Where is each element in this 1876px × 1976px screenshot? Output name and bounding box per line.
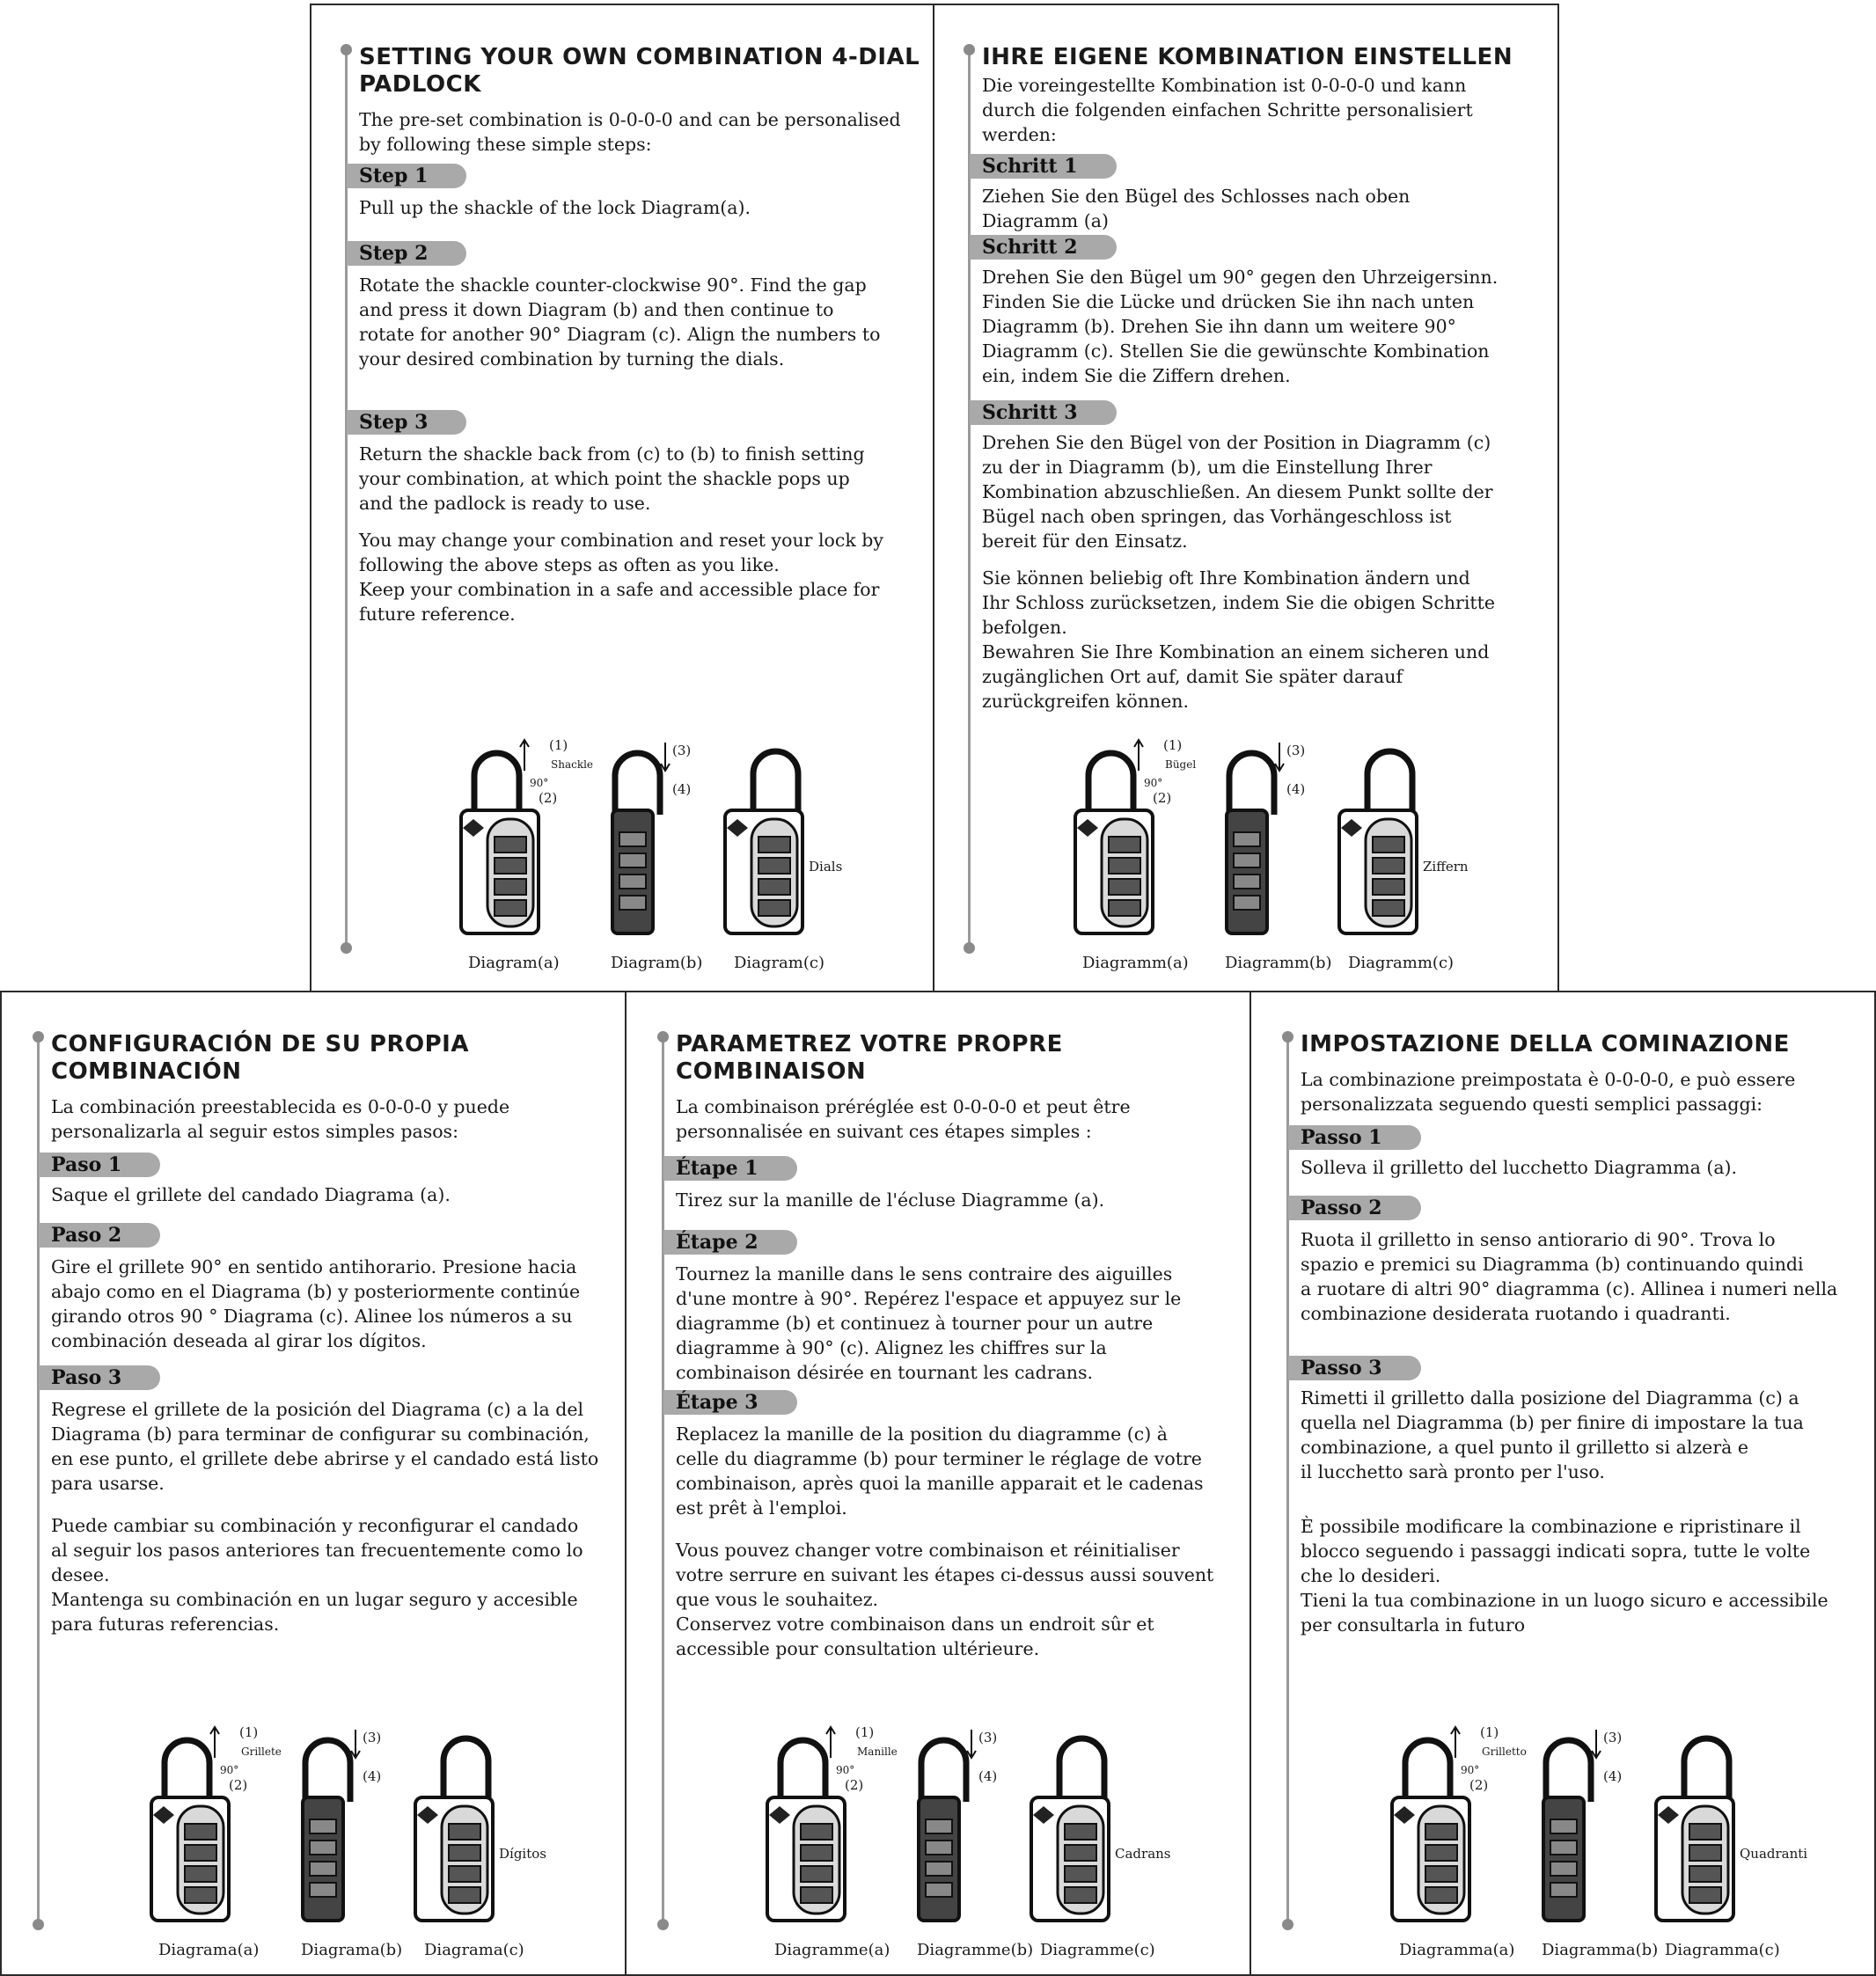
padlock-illustration bbox=[750, 1723, 1172, 1925]
dial bbox=[310, 1883, 336, 1897]
dial bbox=[1065, 1824, 1096, 1840]
panel-rail bbox=[968, 49, 971, 948]
padlock-body-side bbox=[612, 810, 653, 933]
dial bbox=[449, 1845, 480, 1861]
dial bbox=[1425, 1845, 1457, 1861]
padlock-illustration bbox=[1058, 736, 1480, 938]
step-2-label: Passo 2 bbox=[1288, 1196, 1421, 1220]
dial bbox=[185, 1824, 216, 1840]
dial bbox=[310, 1862, 336, 1876]
shackle-label: Grillete bbox=[241, 1745, 282, 1758]
degree-label: 90° bbox=[836, 1764, 855, 1776]
diagram-a-caption: Diagrama(a) bbox=[158, 1941, 260, 1959]
dial bbox=[801, 1866, 832, 1882]
dial bbox=[1373, 858, 1404, 874]
step-marker-4: (4) bbox=[672, 781, 692, 797]
dial bbox=[1109, 858, 1140, 874]
intro-text: La combinación preestablecida es 0-0-0-0 y puede personalizarla al seguir estos simples pasos: bbox=[51, 1096, 510, 1142]
step-3-label: Step 3 bbox=[347, 410, 466, 435]
dial bbox=[1234, 875, 1260, 889]
step-1-label: Step 1 bbox=[347, 164, 466, 188]
intro-text: The pre-set combination is 0-0-0-0 and can be personalised by following these simple steps: bbox=[359, 109, 901, 155]
step-marker-4: (4) bbox=[1603, 1768, 1623, 1784]
step-3-text: Replacez la manille de la position du diagramme (c) à celle du diagramme (b) pour terminer le réglage de votre combinaison, après quoi la manille apparait et le cadenas est prêt à l'emploi. bbox=[676, 1423, 1204, 1519]
panel-english bbox=[310, 4, 934, 992]
outro-text: Vous pouvez changer votre combinaison et réinitialiser votre serrure en suivant les étapes ci-dessus aussi souvent que vous le souhaitez. Conservez votre combinaison dans un endroit sûr et accessible pour consultation ultérieure. bbox=[676, 1540, 1214, 1659]
dial bbox=[801, 1824, 832, 1840]
dial bbox=[1425, 1887, 1457, 1903]
dial bbox=[1065, 1887, 1096, 1903]
step-marker-4: (4) bbox=[1286, 781, 1306, 797]
dial bbox=[185, 1845, 216, 1861]
panel-title bbox=[982, 44, 1545, 71]
panel-content bbox=[359, 44, 922, 626]
padlock-illustration bbox=[1374, 1723, 1797, 1925]
dial bbox=[1550, 1883, 1577, 1897]
shackle bbox=[305, 1740, 350, 1802]
dial bbox=[1689, 1824, 1721, 1840]
shackle-label: Shackle bbox=[551, 758, 594, 771]
dial bbox=[758, 837, 790, 853]
panel-content bbox=[982, 44, 1545, 714]
diagram-b-caption: Diagram(b) bbox=[611, 954, 703, 972]
padlock-diagrams bbox=[1374, 1723, 1867, 1969]
dial bbox=[758, 879, 790, 895]
panel-title bbox=[51, 1031, 623, 1086]
step-3-text: Regrese el grillete de la posición del Diagrama (c) a la del Diagrama (b) para terminar de configurar su combinación, en ese punto, el grillete debe abrirse y el candado está listo para usarse. bbox=[51, 1399, 599, 1494]
title-line: SETTING YOUR OWN COMBINATION 4-DIAL bbox=[359, 44, 920, 70]
dial bbox=[1373, 900, 1404, 916]
dial bbox=[1109, 900, 1140, 916]
panel-french bbox=[625, 991, 1251, 1976]
diagram-a-caption: Diagram(a) bbox=[468, 954, 560, 972]
title-line: CONFIGURACIÓN DE SU PROPIA COMBINACIÓN bbox=[51, 1031, 469, 1085]
outro-text: Sie können beliebig oft Ihre Kombination ändern und Ihr Schloss zurücksetzen, indem Sie die obigen Schritte befolgen. Bewahren Sie Ihre Kombination an einem sicheren und zugänglichen Ort auf, damit Sie später darauf zurückgreifen können. bbox=[982, 567, 1495, 712]
padlock-body-side bbox=[919, 1797, 959, 1921]
intro-text: Die voreingestellte Kombination ist 0-0-0-0 und kann durch die folgenden einfachen Schritte personalisiert werden: bbox=[982, 75, 1473, 145]
step-1-label: Paso 1 bbox=[39, 1153, 160, 1177]
degree-label: 90° bbox=[1144, 777, 1163, 789]
panel-content bbox=[51, 1031, 623, 1636]
step-1-text: Saque el grillete del candado Diagrama (a). bbox=[51, 1184, 451, 1205]
dial bbox=[449, 1866, 480, 1882]
panel-content bbox=[676, 1031, 1248, 1661]
padlock-body-side bbox=[1543, 1797, 1584, 1921]
step-marker-3: (3) bbox=[978, 1730, 998, 1745]
shackle bbox=[753, 751, 798, 815]
shackle bbox=[165, 1740, 209, 1802]
dial bbox=[619, 853, 646, 867]
dial bbox=[1109, 837, 1140, 853]
step-marker-2: (2) bbox=[229, 1777, 248, 1793]
title-line: IMPOSTAZIONE DELLA COMINAZIONE bbox=[1301, 1031, 1790, 1058]
dial bbox=[926, 1819, 952, 1833]
step-3-label: Passo 3 bbox=[1288, 1356, 1421, 1380]
dials-label: Cadrans bbox=[1115, 1846, 1171, 1862]
dial bbox=[758, 858, 790, 874]
diagram-a-caption: Diagramm(a) bbox=[1082, 954, 1189, 972]
step-marker-3: (3) bbox=[1286, 743, 1306, 758]
dials-label: Ziffern bbox=[1423, 859, 1469, 875]
step-2-text: Drehen Sie den Bügel um 90° gegen den Uhrzeigersinn. Finden Sie die Lücke und drücken Sie ihn nach unten Diagramm (b). Drehen Sie ihn dann um weitere 90° Diagramm (c). Stellen Sie die gewünschte Kombination ein, indem Sie die Ziffern drehen. bbox=[982, 267, 1499, 386]
step-1-text: Pull up the shackle of the lock Diagram(a). bbox=[359, 197, 751, 218]
step-1-label: Passo 1 bbox=[1288, 1125, 1421, 1150]
shackle bbox=[1684, 1738, 1729, 1802]
outro-text: Puede cambiar su combinación y reconfigurar el candado al seguir los pasos anteriores tan frecuentemente como lo desee. Mantenga su combinación en un lugar seguro y accesible para futuras referencias. bbox=[51, 1515, 583, 1635]
step-marker-3: (3) bbox=[363, 1730, 382, 1745]
step-marker-2: (2) bbox=[845, 1777, 864, 1793]
dial bbox=[1373, 879, 1404, 895]
padlock-illustration bbox=[443, 736, 866, 938]
title-line: IHRE EIGENE KOMBINATION EINSTELLEN bbox=[982, 44, 1513, 70]
step-2-text: Tournez la manille dans le sens contraire des aiguilles d'une montre à 90°. Repérez l'espace et appuyez sur le diagramme (b) et continuez à tourner pour un autre diagramme à 90° (c). Alignez les chiffres sur la combinaison désirée en tournant les cadrans. bbox=[676, 1263, 1182, 1383]
padlock-body-side bbox=[1227, 810, 1267, 933]
diagram-a-caption: Diagramme(a) bbox=[774, 1941, 890, 1959]
step-3-label: Étape 3 bbox=[663, 1390, 797, 1415]
shackle-label: Grilletto bbox=[1482, 1745, 1527, 1758]
diagram-c-caption: Diagrama(c) bbox=[424, 1941, 524, 1959]
panel-german bbox=[933, 4, 1559, 992]
dial bbox=[926, 1883, 952, 1897]
panel-italian bbox=[1249, 991, 1876, 1976]
step-marker-1: (1) bbox=[549, 737, 568, 753]
dial bbox=[1234, 832, 1260, 846]
shackle bbox=[1229, 753, 1274, 815]
dial bbox=[1109, 879, 1140, 895]
title-line: PARAMETREZ VOTRE PROPRE COMBINAISON bbox=[676, 1031, 1063, 1085]
step-1-text: Tirez sur la manille de l'écluse Diagramme (a). bbox=[676, 1189, 1105, 1211]
degree-label: 90° bbox=[1461, 1764, 1480, 1776]
shackle bbox=[780, 1740, 825, 1802]
dial bbox=[1065, 1866, 1096, 1882]
step-2-label: Step 2 bbox=[347, 241, 466, 266]
panel-title bbox=[676, 1031, 1248, 1086]
dial bbox=[926, 1841, 952, 1855]
step-2-text: Gire el grillete 90° en sentido antihorario. Presione hacia abajo como en el Diagrama (b) y posteriormente continúe girando otros 90 ° Diagrama (c). Alinee los números a su combinación deseada al girar los dígitos. bbox=[51, 1256, 581, 1351]
step-marker-2: (2) bbox=[1469, 1777, 1489, 1793]
step-1-text: Solleva il grilletto del lucchetto Diagramma (a). bbox=[1301, 1157, 1738, 1178]
step-3-label: Schritt 3 bbox=[970, 400, 1117, 425]
dials-label: Quadranti bbox=[1740, 1846, 1808, 1862]
padlock-diagrams bbox=[1058, 736, 1533, 982]
shackle bbox=[1405, 1740, 1450, 1802]
step-marker-3: (3) bbox=[1603, 1730, 1623, 1745]
intro-text: La combinazione preimpostata è 0-0-0-0, e può essere personalizzata seguendo questi semplici passaggi: bbox=[1301, 1069, 1796, 1115]
step-marker-1: (1) bbox=[1163, 737, 1183, 753]
step-marker-4: (4) bbox=[363, 1768, 382, 1784]
padlock-body-side bbox=[303, 1797, 343, 1921]
panel-rail bbox=[1286, 1036, 1289, 1925]
diagram-b-caption: Diagrama(b) bbox=[301, 1941, 403, 1959]
diagram-b-caption: Diagramm(b) bbox=[1225, 954, 1332, 972]
panel-content bbox=[1301, 1031, 1872, 1637]
dial bbox=[801, 1887, 832, 1903]
step-3-text: Return the shackle back from (c) to (b) to finish setting your combination, at which point the shackle pops up and the padlock is ready to use. bbox=[359, 443, 865, 514]
dial bbox=[758, 900, 790, 916]
dial bbox=[1425, 1866, 1457, 1882]
dial bbox=[1373, 837, 1404, 853]
dial bbox=[619, 875, 646, 889]
outro-text: You may change your combination and reset your lock by following the above steps as often as you like. Keep your combination in a safe and accessible place for future reference. bbox=[359, 530, 883, 625]
dials-label: Dials bbox=[809, 859, 843, 875]
dial bbox=[1234, 853, 1260, 867]
padlock-diagrams bbox=[443, 736, 901, 982]
diagram-a-caption: Diagramma(a) bbox=[1399, 1941, 1515, 1959]
dial bbox=[1689, 1866, 1721, 1882]
dial bbox=[495, 900, 526, 916]
step-1-label: Schritt 1 bbox=[970, 154, 1117, 179]
title-line: PADLOCK bbox=[359, 71, 481, 98]
diagram-b-caption: Diagramma(b) bbox=[1542, 1941, 1659, 1959]
intro-text: La combinaison préréglée est 0-0-0-0 et peut être personnalisée en suivant ces étapes simples : bbox=[676, 1096, 1131, 1142]
step-2-text: Rotate the shackle counter-clockwise 90°. Find the gap and press it down Diagram (b) and then continue to rotate for another 90° Diagram (c). Align the numbers to your desired combination by turning the dials. bbox=[359, 274, 881, 370]
dial bbox=[1689, 1845, 1721, 1861]
step-marker-1: (1) bbox=[855, 1724, 875, 1740]
shackle bbox=[1367, 751, 1412, 815]
degree-label: 90° bbox=[220, 1764, 239, 1776]
dial bbox=[1550, 1841, 1577, 1855]
diagram-c-caption: Diagramme(c) bbox=[1040, 1941, 1155, 1959]
step-3-label: Paso 3 bbox=[39, 1365, 160, 1390]
outro-text: È possibile modificare la combinazione e ripristinare il blocco seguendo i passaggi indicati sopra, tutte le volte che lo desideri. Tieni la tua combinazione in un luogo sicuro e accessibile per consultarla in futuro bbox=[1301, 1516, 1828, 1636]
dial bbox=[495, 858, 526, 874]
diagram-b-caption: Diagramme(b) bbox=[917, 1941, 1034, 1959]
dial bbox=[926, 1862, 952, 1876]
shackle bbox=[615, 753, 660, 815]
step-1-text: Ziehen Sie den Bügel des Schlosses nach oben Diagramm (a) bbox=[982, 186, 1411, 231]
shackle bbox=[921, 1740, 966, 1802]
dial bbox=[619, 832, 646, 846]
step-2-label: Schritt 2 bbox=[970, 235, 1117, 260]
dial bbox=[185, 1866, 216, 1882]
dial bbox=[1425, 1824, 1457, 1840]
shackle bbox=[1546, 1740, 1591, 1802]
step-2-text: Ruota il grilletto in senso antiorario di 90°. Trova lo spazio e premici su Diagramma (b) continuando quindi a ruotare di altri 90° diagramma (c). Allinea i numeri nella combinazione desiderata ruotando i quadranti. bbox=[1301, 1229, 1838, 1324]
dial bbox=[619, 896, 646, 910]
shackle bbox=[1059, 1738, 1104, 1802]
dial bbox=[310, 1819, 336, 1833]
step-2-label: Paso 2 bbox=[39, 1223, 160, 1248]
step-marker-1: (1) bbox=[1480, 1724, 1499, 1740]
shackle bbox=[443, 1738, 488, 1802]
shackle-label: Manille bbox=[857, 1745, 898, 1758]
dial bbox=[495, 837, 526, 853]
step-marker-2: (2) bbox=[1153, 790, 1172, 806]
shackle bbox=[474, 753, 519, 815]
shackle bbox=[1088, 753, 1133, 815]
step-marker-3: (3) bbox=[672, 743, 692, 758]
dial bbox=[801, 1845, 832, 1861]
padlock-diagrams bbox=[134, 1723, 609, 1969]
dial bbox=[1065, 1845, 1096, 1861]
diagram-c-caption: Diagram(c) bbox=[734, 954, 824, 972]
dial bbox=[1550, 1862, 1577, 1876]
diagram-c-caption: Diagramm(c) bbox=[1348, 954, 1455, 972]
step-2-label: Étape 2 bbox=[663, 1230, 797, 1255]
padlock-diagrams bbox=[750, 1723, 1242, 1969]
step-marker-4: (4) bbox=[978, 1768, 998, 1784]
padlock-illustration bbox=[134, 1723, 556, 1925]
step-marker-2: (2) bbox=[539, 790, 558, 806]
dial bbox=[310, 1841, 336, 1855]
dials-label: Dígitos bbox=[499, 1846, 546, 1862]
panel-title bbox=[359, 44, 922, 99]
dial bbox=[1550, 1819, 1577, 1833]
shackle-label: Bügel bbox=[1165, 758, 1197, 771]
dial bbox=[1689, 1887, 1721, 1903]
step-3-text: Drehen Sie den Bügel von der Position in Diagramm (c) zu der in Diagramm (b), um die Einstellung Ihrer Kombination abzuschließen. An diesem Punkt sollte der Bügel nach oben springen, das Vorhängeschloss ist bereit für den Einsatz. bbox=[982, 432, 1493, 552]
degree-label: 90° bbox=[530, 777, 549, 789]
panel-title bbox=[1301, 1031, 1872, 1058]
dial bbox=[449, 1887, 480, 1903]
dial bbox=[1234, 896, 1260, 910]
step-1-label: Étape 1 bbox=[663, 1156, 797, 1181]
dial bbox=[449, 1824, 480, 1840]
panel-spanish bbox=[0, 991, 627, 1976]
dial bbox=[185, 1887, 216, 1903]
step-3-text: Rimetti il grilletto dalla posizione del Diagramma (c) a quella nel Diagramma (b) per finire di impostare la tua combinazione, a quel punto il grilletto si alzerà e il lucchetto sarà pronto per l'uso. bbox=[1301, 1387, 1804, 1482]
step-marker-1: (1) bbox=[239, 1724, 259, 1740]
dial bbox=[495, 879, 526, 895]
diagram-c-caption: Diagramma(c) bbox=[1665, 1941, 1780, 1959]
